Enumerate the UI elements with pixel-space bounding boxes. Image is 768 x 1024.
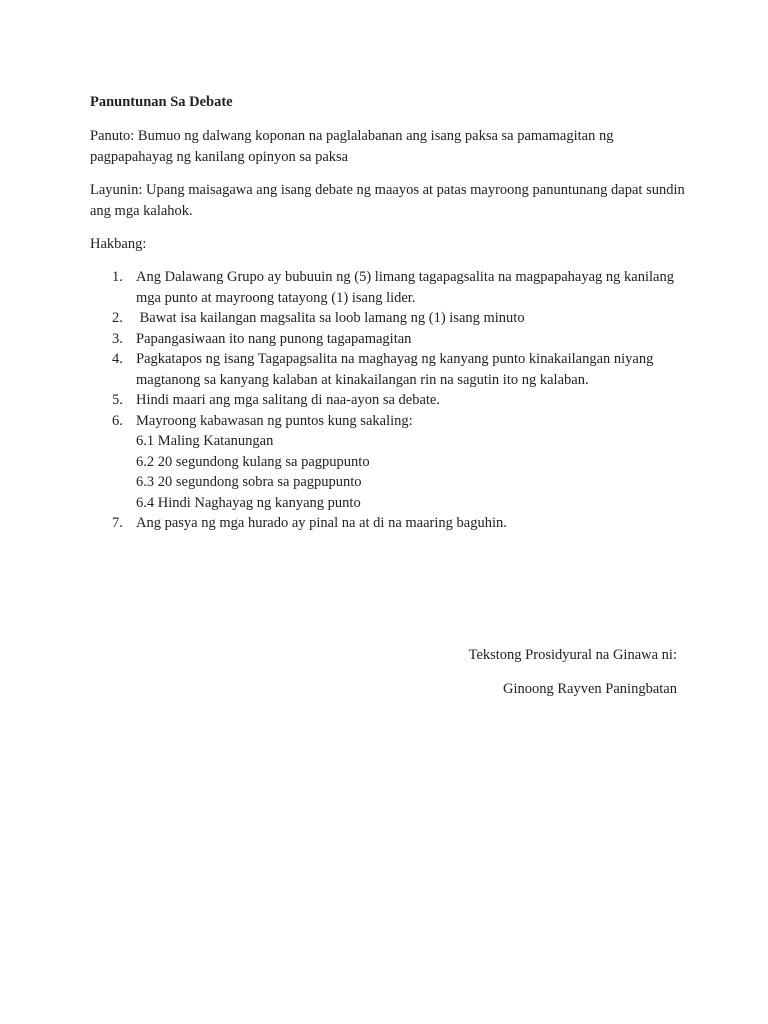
step-text: Hindi maari ang mga salitang di naa-ayon sa debate.: [136, 392, 440, 408]
list-item: [90, 390, 690, 411]
step-number: 5.: [112, 392, 123, 408]
signature-caption: Tekstong Prosidyural na Ginawa ni:: [468, 647, 677, 663]
hakbang-label: Hakbang:: [90, 236, 147, 252]
step-number: 3.: [112, 330, 123, 347]
step-number: 4.: [112, 351, 123, 367]
list-item: [90, 329, 690, 350]
step-text: Bawat isa kailangan magsalita sa loob lamang ng (1) isang minuto: [136, 310, 525, 326]
sub-item: 6.4 Hindi Naghayag ng kanyang punto: [136, 494, 361, 511]
step-number: 2.: [112, 310, 123, 326]
author-name: Ginoong Rayven Paningbatan: [503, 681, 677, 697]
step-number: 6.: [112, 412, 123, 429]
steps-list: [90, 267, 690, 534]
step-text: Pagkatapos ng isang Tagapagsalita na maghayag ng kanyang punto kinakailangan niyang magtanong sa kanyang kalaban at kinakailangan rin na sagutin ito ng kalaban.: [136, 351, 654, 388]
layunin-paragraph: Layunin: Upang maisagawa ang isang debate ng maayos at patas mayroong panuntunang dapat sundin ang mga kalahok.: [90, 182, 685, 219]
list-item: [90, 513, 690, 534]
step-number: 1.: [112, 269, 123, 285]
step-text: Ang Dalawang Grupo ay bubuuin ng (5) limang tagapagsalita na magpapahayag ng kanilang mga punto at mayroong tatayong (1) isang lider.: [136, 269, 674, 306]
list-item: [90, 349, 690, 390]
sub-item: 6.1 Maling Katanungan: [136, 433, 274, 449]
list-item: [90, 308, 690, 329]
sub-item: 6.2 20 segundong kulang sa pagpupunto: [136, 453, 370, 470]
list-item: [90, 411, 690, 514]
step-text: Mayroong kabawasan ng puntos kung sakaling:: [136, 412, 413, 429]
document-title: Panuntunan Sa Debate: [90, 94, 233, 110]
panuto-paragraph: Panuto: Bumuo ng dalwang koponan na paglalabanan ang isang paksa sa pamamagitan ng pagpapahayag ng kanilang opinyon sa paksa: [90, 128, 614, 165]
list-item: [90, 267, 690, 308]
step-text: Papangasiwaan ito nang punong tagapamagitan: [136, 330, 412, 347]
step-text: Ang pasya ng mga hurado ay pinal na at di na maaring baguhin.: [136, 515, 507, 531]
step-number: 7.: [112, 515, 123, 531]
sub-item: 6.3 20 segundong sobra sa pagpupunto: [136, 474, 362, 490]
